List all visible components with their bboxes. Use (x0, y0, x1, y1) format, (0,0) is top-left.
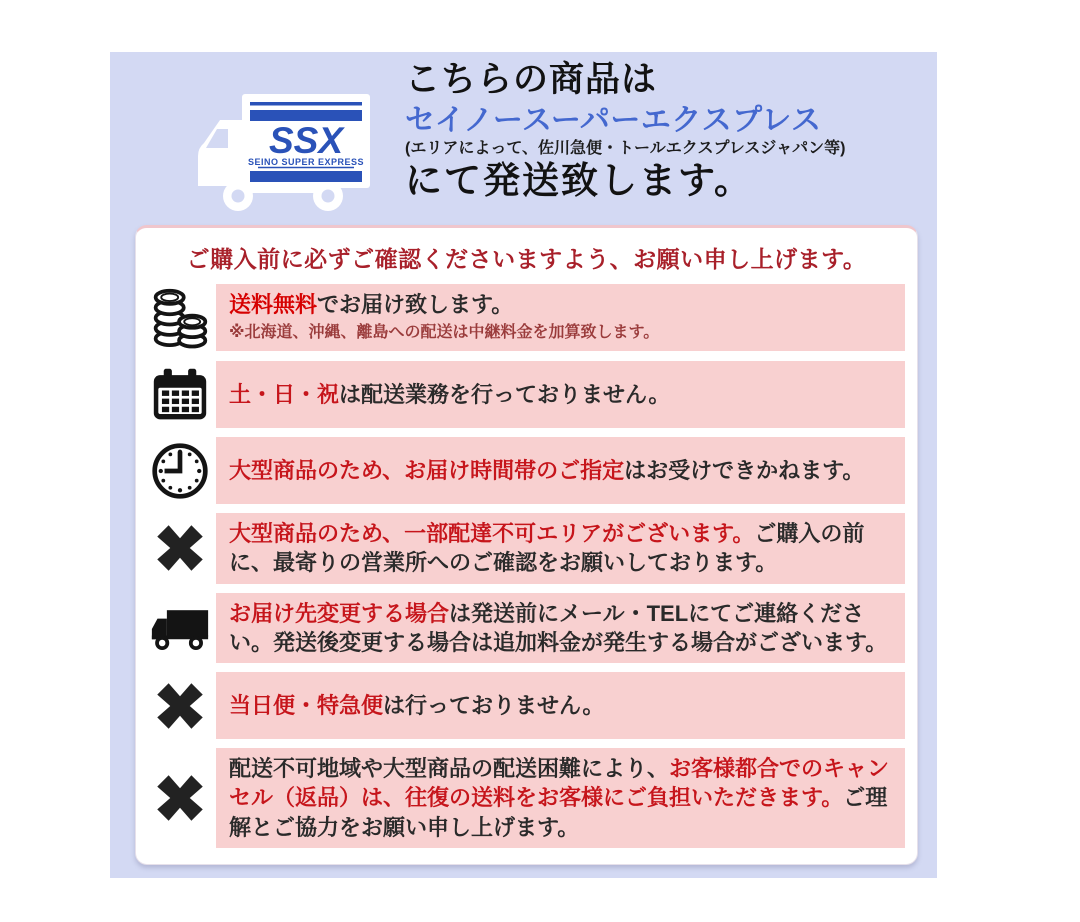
notice-text (229, 599, 892, 658)
notice-bubble (216, 593, 905, 664)
carrier-name: セイノースーパーエクスプレス (405, 103, 822, 137)
text-segment: でお届け致します。 (317, 292, 514, 318)
notice-bubble (216, 748, 905, 848)
text-segment: は発送前にメール・TELにてご連絡ください。発送後変更する場合は追加料金が発生する場合がございます。 (229, 600, 888, 655)
notice-row (148, 593, 905, 664)
notice-text (229, 380, 892, 409)
text-segment: 当日便・特急便 (229, 692, 384, 718)
text-segment: 配送不可地域や大型商品の配送困難により、 (229, 756, 670, 781)
cross-icon (148, 680, 212, 732)
notice-text (229, 290, 892, 319)
coins-icon (148, 282, 212, 352)
row-subtext: ※北海道、沖縄、離島への配送は中継料金を加算致します。 (229, 324, 660, 342)
calendar-icon (148, 367, 212, 423)
text-segment: ご購入の前に、最寄りの営業所へのご確認をお願いしております。 (229, 521, 865, 576)
notice-box (135, 225, 918, 865)
text-segment: お届け先変更する場合 (229, 600, 450, 626)
notice-bubble (216, 361, 905, 428)
svg-text:SSX: SSX (268, 120, 344, 161)
truck-icon (148, 605, 212, 651)
cross-icon (148, 772, 212, 824)
notice-row (148, 513, 905, 584)
truck-ssx-icon (182, 72, 397, 220)
text-segment: 土・日・祝 (229, 381, 340, 407)
notice-row (148, 361, 905, 428)
notice-row (148, 672, 905, 739)
text-segment: 大型商品のため、お届け時間帯のご指定 (229, 457, 625, 483)
text-segment: はお受けできかねます。 (624, 457, 865, 483)
notice-row (148, 437, 905, 504)
notice-text (229, 691, 892, 720)
text-segment: お客様都合でのキャンセル（返品）は、往復の送料をお客様にご負担いただきます。 (229, 756, 890, 811)
top-section (110, 52, 937, 225)
shipping-banner-panel (110, 52, 937, 878)
notice-text (229, 519, 892, 578)
headline-line2: にて発送致します。 (405, 160, 754, 202)
notice-title: ご購入前に必ずご確認くださいますよう、お願い申し上げます。 (186, 246, 867, 272)
headline-line1: こちらの商品は (405, 60, 658, 99)
text-segment: 送料無料 (229, 292, 318, 318)
text-segment: ご理解とご協力をお願い申し上げます。 (229, 785, 888, 840)
notice-bubble (216, 513, 905, 584)
top-headline-block (405, 58, 925, 204)
notice-bubble (216, 437, 905, 504)
clock-icon (148, 441, 212, 501)
text-segment: は行っておりません。 (383, 692, 605, 718)
delivery-truck-logo (182, 72, 397, 220)
text-segment: は配送業務を行っておりません。 (339, 381, 671, 407)
cross-icon (148, 522, 212, 574)
notice-rows (148, 282, 905, 848)
notice-text (229, 754, 892, 842)
notice-text (229, 456, 892, 485)
carrier-note: (エリアによって、佐川急便・トールエクスプレスジャパン等) (405, 140, 846, 158)
notice-row (148, 282, 905, 352)
notice-row (148, 748, 905, 848)
svg-text:SEINO SUPER EXPRESS: SEINO SUPER EXPRESS (247, 157, 365, 167)
notice-bubble (216, 284, 905, 351)
text-segment: 大型商品のため、一部配達不可エリアがございます。 (229, 521, 755, 546)
notice-bubble (216, 672, 905, 739)
